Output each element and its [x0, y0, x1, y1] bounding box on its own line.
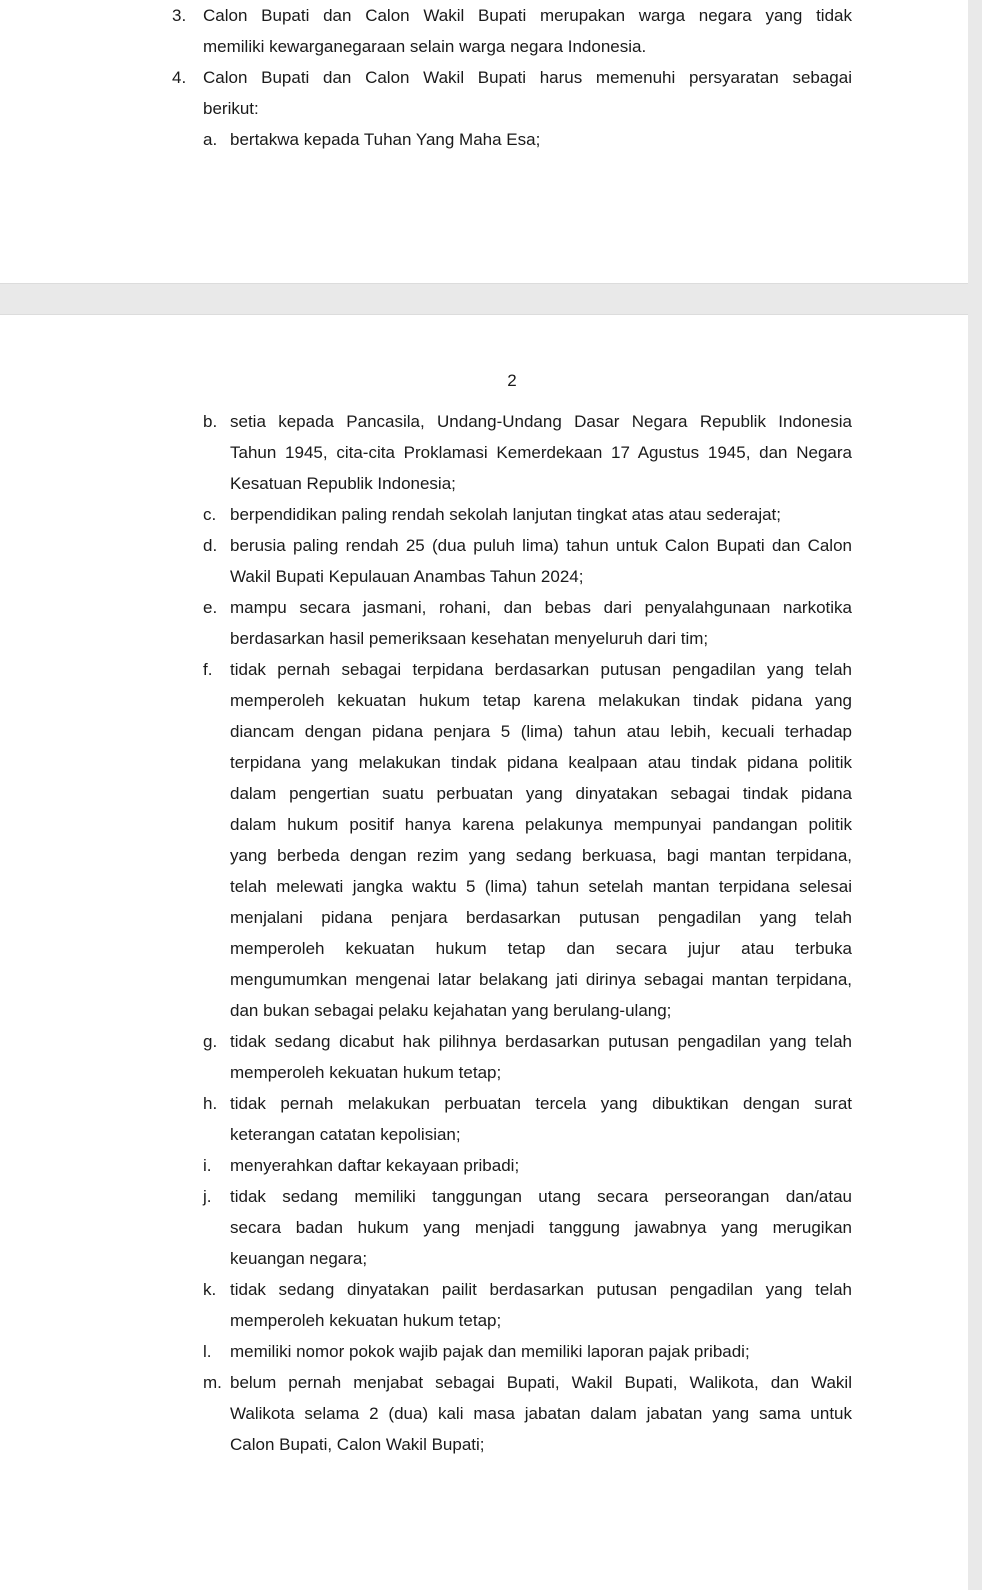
lettered-item-text-line: tidak pernah sebagai terpidana berdasarkan putusan pengadilan yang telah [230, 660, 852, 679]
lettered-item-text-line: Kesatuan Republik Indonesia; [230, 474, 456, 493]
page-number: 2 [507, 371, 517, 390]
lettered-item-text-line: yang berbeda dengan rezim yang sedang berkuasa, bagi mantan terpidana, [230, 846, 852, 865]
document-page-top [0, 0, 968, 284]
lettered-item-marker: i. [203, 1156, 212, 1175]
lettered-item-marker: d. [203, 536, 218, 555]
lettered-item-marker: m. [203, 1373, 222, 1392]
lettered-item-text-line: Calon Bupati, Calon Wakil Bupati; [230, 1435, 485, 1454]
document-page-bottom [0, 314, 968, 1590]
lettered-item-text-line: diancam dengan pidana penjara 5 (lima) tahun atau lebih, kecuali terhadap [230, 722, 852, 741]
lettered-item-marker: g. [203, 1032, 218, 1051]
lettered-item-text-line: Wakil Bupati Kepulauan Anambas Tahun 2024; [230, 567, 584, 586]
lettered-item-text-line: menyerahkan daftar kekayaan pribadi; [230, 1156, 520, 1175]
lettered-item-text-line: terpidana yang melakukan tindak pidana kealpaan atau tindak pidana politik [230, 753, 852, 772]
lettered-item-text-line: berpendidikan paling rendah sekolah lanjutan tingkat atas atau sederajat; [230, 505, 782, 524]
numbered-item-text-line: Calon Bupati dan Calon Wakil Bupati merupakan warga negara yang tidak [203, 6, 852, 25]
viewer-gutter [968, 0, 982, 1590]
lettered-item-marker: e. [203, 598, 218, 617]
lettered-item-text-line: Tahun 1945, cita-cita Proklamasi Kemerdekaan 17 Agustus 1945, dan Negara [230, 443, 852, 462]
lettered-item-text-line: menjalani pidana penjara berdasarkan putusan pengadilan yang telah [230, 908, 852, 927]
lettered-item-text-line: dalam hukum positif hanya karena pelakunya mempunyai pandangan politik [230, 815, 852, 834]
lettered-item-text-line: telah melewati jangka waktu 5 (lima) tahun setelah mantan terpidana selesai [230, 877, 852, 896]
lettered-item-text-line: berusia paling rendah 25 (dua puluh lima) tahun untuk Calon Bupati dan Calon [230, 536, 852, 555]
lettered-item-text-line: memperoleh kekuatan hukum tetap; [230, 1063, 502, 1082]
lettered-item-text-line: memiliki nomor pokok wajib pajak dan memiliki laporan pajak pribadi; [230, 1342, 750, 1361]
lettered-item-marker: b. [203, 412, 218, 431]
lettered-item-text-line: secara badan hukum yang menjadi tanggung jawabnya yang merugikan [230, 1218, 852, 1237]
numbered-item-marker: 3. [172, 6, 187, 25]
lettered-item-text-line: memperoleh kekuatan hukum tetap dan secara jujur atau terbuka [230, 939, 852, 958]
lettered-item-text-line: mengumumkan mengenai latar belakang jati dirinya sebagai mantan terpidana, [230, 970, 852, 989]
lettered-item-text-line: berdasarkan hasil pemeriksaan kesehatan menyeluruh dari tim; [230, 629, 709, 648]
lettered-item-text-line: keterangan catatan kepolisian; [230, 1125, 461, 1144]
lettered-item-text-line: Walikota selama 2 (dua) kali masa jabatan dalam jabatan yang sama untuk [230, 1404, 852, 1423]
lettered-item-text-line: memperoleh kekuatan hukum tetap; [230, 1311, 502, 1330]
lettered-item-text-line: bertakwa kepada Tuhan Yang Maha Esa; [230, 130, 541, 149]
lettered-item-marker: k. [203, 1280, 217, 1299]
lettered-item-text-line: dalam pengertian suatu perbuatan yang dinyatakan sebagai tindak pidana [230, 784, 852, 803]
lettered-item-marker: c. [203, 505, 217, 524]
numbered-item-text-line: Calon Bupati dan Calon Wakil Bupati harus memenuhi persyaratan sebagai [203, 68, 852, 87]
lettered-item-marker: l. [203, 1342, 212, 1361]
lettered-item-text-line: belum pernah menjabat sebagai Bupati, Wakil Bupati, Walikota, dan Wakil [230, 1373, 852, 1392]
lettered-item-text-line: memperoleh kekuatan hukum tetap karena melakukan tindak pidana yang [230, 691, 852, 710]
numbered-item-text-line: berikut: [203, 99, 259, 118]
lettered-item-text-line: mampu secara jasmani, rohani, dan bebas dari penyalahgunaan narkotika [230, 598, 852, 617]
lettered-item-text-line: tidak sedang dicabut hak pilihnya berdasarkan putusan pengadilan yang telah [230, 1032, 852, 1051]
lettered-item-marker: f. [203, 660, 213, 679]
lettered-item-marker: h. [203, 1094, 218, 1113]
lettered-item-text-line: tidak pernah melakukan perbuatan tercela yang dibuktikan dengan surat [230, 1094, 852, 1113]
lettered-item-text-line: setia kepada Pancasila, Undang-Undang Dasar Negara Republik Indonesia [230, 412, 852, 431]
numbered-item-marker: 4. [172, 68, 187, 87]
lettered-item-text-line: tidak sedang memiliki tanggungan utang secara perseorangan dan/atau [230, 1187, 852, 1206]
numbered-item-text-line: memiliki kewarganegaraan selain warga negara Indonesia. [203, 37, 647, 56]
lettered-item-marker: j. [203, 1187, 212, 1206]
lettered-item-text-line: tidak sedang dinyatakan pailit berdasarkan putusan pengadilan yang telah [230, 1280, 852, 1299]
lettered-item-text-line: keuangan negara; [230, 1249, 368, 1268]
lettered-item-marker: a. [203, 130, 218, 149]
lettered-item-text-line: dan bukan sebagai pelaku kejahatan yang berulang-ulang; [230, 1001, 672, 1020]
